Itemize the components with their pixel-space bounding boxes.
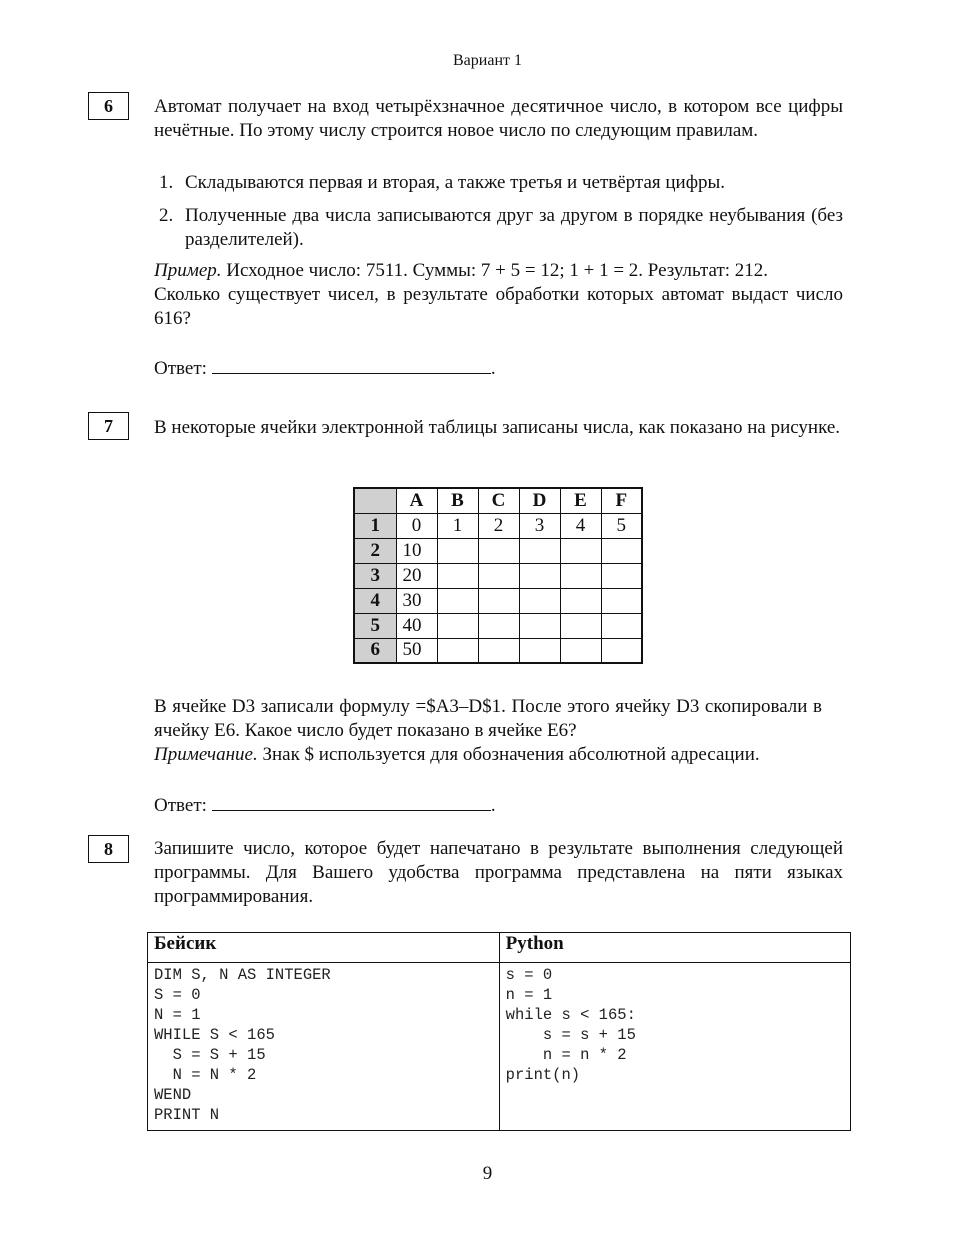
sheet-row-header: 1	[354, 513, 396, 538]
question-6-number: 6	[88, 92, 129, 120]
sheet-cell	[478, 588, 519, 613]
sheet-cell	[560, 638, 601, 663]
sheet-cell	[478, 563, 519, 588]
sheet-cell	[601, 538, 642, 563]
sheet-col-header: F	[601, 488, 642, 513]
code-cell-python	[499, 963, 850, 1131]
answer-label: Ответ:	[154, 358, 207, 379]
sheet-cell	[601, 563, 642, 588]
sheet-cell	[478, 638, 519, 663]
question-6-rule-2	[154, 204, 843, 252]
sheet-cell: 4	[560, 513, 601, 538]
sheet-row	[354, 538, 642, 563]
sheet-row	[354, 563, 642, 588]
sheet-col-header: A	[396, 488, 437, 513]
sheet-cell	[601, 638, 642, 663]
sheet-cell: 20	[396, 563, 437, 588]
question-7-intro: В некоторые ячейки электронной таблицы записаны числа, как показано на рисунке.	[154, 417, 841, 438]
sheet-cell	[437, 538, 478, 563]
sheet-row-header: 3	[354, 563, 396, 588]
answer-blank-line[interactable]	[212, 792, 491, 811]
question-7-answer	[154, 792, 496, 818]
code-header-row	[148, 933, 851, 963]
example-text: Исходное число: 7511. Суммы: 7 + 5 = 12; 1 + 1 = 2. Результат: 212.	[221, 260, 769, 281]
sheet-cell	[560, 613, 601, 638]
sheet-cell: 3	[519, 513, 560, 538]
sheet-cell	[560, 563, 601, 588]
sheet-col-header: D	[519, 488, 560, 513]
code-basic: DIM S, N AS INTEGER S = 0 N = 1 WHILE S < 165 S = S + 15 N = N * 2 WEND PRINT N	[154, 966, 331, 1124]
answer-dot: .	[490, 795, 496, 816]
sheet-cell: 40	[396, 613, 437, 638]
sheet-cell	[519, 613, 560, 638]
sheet-row-header: 5	[354, 613, 396, 638]
sheet-cell	[560, 538, 601, 563]
code-lang-header-basic: Бейсик	[148, 933, 500, 963]
question-6-rule-1	[154, 171, 843, 195]
sheet-row-header: 2	[354, 538, 396, 563]
question-8-intro: Запишите число, которое будет напечатано в результате выполнения следующей программы. Для Вашего удобства программа представлена на пяти языках программирования.	[154, 838, 843, 907]
sheet-row-header: 6	[354, 638, 396, 663]
sheet-cell	[437, 563, 478, 588]
code-python: s = 0 n = 1 while s < 165: s = s + 15 n = n * 2 print(n)	[505, 966, 636, 1084]
example-label: Пример.	[154, 260, 222, 281]
sheet-corner-cell	[354, 488, 396, 513]
sheet-cell: 5	[601, 513, 642, 538]
question-6-intro: Автомат получает на вход четырёхзначное десятичное число, в котором все цифры нечётные. По этому числу строится новое число по следующим правилам.	[154, 96, 843, 141]
sheet-cell	[519, 563, 560, 588]
sheet-cell: 0	[396, 513, 437, 538]
sheet-cell	[601, 613, 642, 638]
sheet-col-header: E	[560, 488, 601, 513]
note-label: Примечание.	[154, 744, 258, 765]
page-header: Вариант 1	[453, 52, 522, 69]
sheet-cell	[437, 638, 478, 663]
code-lang-header-python: Python	[499, 933, 850, 963]
answer-label: Ответ:	[154, 795, 207, 816]
sheet-row	[354, 638, 642, 663]
question-7-note	[154, 743, 843, 767]
sheet-cell	[478, 613, 519, 638]
sheet-cell	[519, 588, 560, 613]
rule-1-number: 1.	[159, 172, 174, 193]
spreadsheet-table	[353, 487, 643, 664]
sheet-cell	[437, 588, 478, 613]
sheet-cell	[519, 538, 560, 563]
question-6-example	[154, 259, 843, 283]
code-table	[147, 932, 851, 1131]
question-7-question: В ячейке D3 записали формулу =$A3–D$1. После этого ячейку D3 скопировали в ячейку E6. Какое число будет показано в ячейке E6?	[154, 696, 822, 741]
sheet-col-header: C	[478, 488, 519, 513]
sheet-row	[354, 613, 642, 638]
sheet-col-header: B	[437, 488, 478, 513]
answer-blank-line[interactable]	[212, 355, 491, 374]
code-cell-basic	[148, 963, 500, 1131]
sheet-cell	[478, 538, 519, 563]
sheet-cell	[560, 588, 601, 613]
sheet-cell	[519, 638, 560, 663]
rule-2-number: 2.	[159, 205, 174, 226]
sheet-cell: 10	[396, 538, 437, 563]
question-7-number: 7	[88, 412, 129, 440]
sheet-row-header: 4	[354, 588, 396, 613]
rule-2-text: Полученные два числа записываются друг за другом в порядке неубывания (без разделителей).	[185, 205, 843, 250]
sheet-cell: 2	[478, 513, 519, 538]
rule-1-text: Складываются первая и вторая, а также третья и четвёртая цифры.	[185, 172, 726, 193]
sheet-row	[354, 513, 642, 538]
sheet-cell: 1	[437, 513, 478, 538]
sheet-header-row	[354, 488, 642, 513]
sheet-row	[354, 588, 642, 613]
sheet-cell	[601, 588, 642, 613]
question-6-question: Сколько существует чисел, в результате обработки которых автомат выдаст число 616?	[154, 284, 843, 329]
sheet-cell: 30	[396, 588, 437, 613]
sheet-cell	[437, 613, 478, 638]
answer-dot: .	[490, 358, 496, 379]
note-text: Знак $ используется для обозначения абсолютной адресации.	[257, 744, 760, 765]
sheet-cell: 50	[396, 638, 437, 663]
code-body-row	[148, 963, 851, 1131]
question-6-answer	[154, 355, 496, 381]
question-8-number: 8	[88, 835, 129, 863]
page-number: 9	[482, 1163, 493, 1184]
